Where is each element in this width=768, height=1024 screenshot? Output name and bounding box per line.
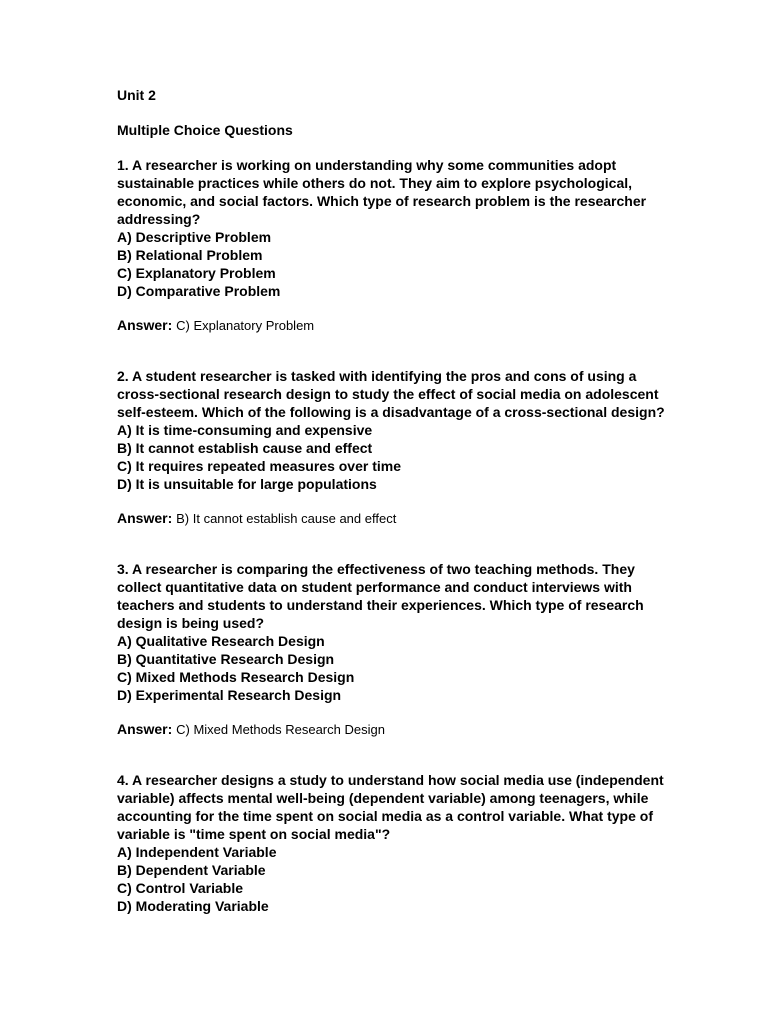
option-c: C) It requires repeated measures over time xyxy=(117,458,402,474)
option-d: D) It is unsuitable for large populations xyxy=(117,476,377,492)
question-stem-line: 1. A researcher is working on understanding why some communities adopt xyxy=(117,157,617,173)
question-stem-line: collect quantitative data on student performance and conduct interviews with xyxy=(117,579,632,595)
option-a: A) Qualitative Research Design xyxy=(117,633,325,649)
question-stem-line: sustainable practices while others do not. They aim to explore psychological, xyxy=(117,175,633,191)
question-4 xyxy=(117,771,664,915)
answer-text: C) Mixed Methods Research Design xyxy=(176,722,385,737)
option-b: B) Quantitative Research Design xyxy=(117,651,335,667)
option-b: B) Dependent Variable xyxy=(117,862,266,878)
option-a: A) Descriptive Problem xyxy=(117,229,272,245)
answer-line xyxy=(117,509,657,528)
answer-label: Answer: xyxy=(117,510,173,526)
question-stem-line: design is being used? xyxy=(117,615,265,631)
option-c: C) Explanatory Problem xyxy=(117,265,276,281)
question-stem-line: addressing? xyxy=(117,211,201,227)
answer-label: Answer: xyxy=(117,721,173,737)
question-stem-line: variable) affects mental well-being (dependent variable) among teenagers, while xyxy=(117,790,649,806)
question-stem-line: teachers and students to understand their experiences. Which type of research xyxy=(117,597,644,613)
option-c: C) Control Variable xyxy=(117,880,244,896)
question-stem-line: economic, and social factors. Which type of research problem is the researcher xyxy=(117,193,647,209)
option-d: D) Comparative Problem xyxy=(117,283,281,299)
question-3 xyxy=(117,560,657,739)
option-a: A) Independent Variable xyxy=(117,844,277,860)
unit-title: Unit 2 xyxy=(117,87,156,103)
section-title: Multiple Choice Questions xyxy=(117,122,293,138)
question-stem-line: cross-sectional research design to study the effect of social media on adolescent xyxy=(117,386,659,402)
answer-text: C) Explanatory Problem xyxy=(176,318,315,333)
option-c: C) Mixed Methods Research Design xyxy=(117,669,355,685)
option-b: B) Relational Problem xyxy=(117,247,263,263)
question-stem-line: self-esteem. Which of the following is a disadvantage of a cross-sectional design? xyxy=(117,404,665,420)
question-stem-line: 3. A researcher is comparing the effectiveness of two teaching methods. They xyxy=(117,561,635,577)
answer-label: Answer: xyxy=(117,317,173,333)
option-d: D) Moderating Variable xyxy=(117,898,269,914)
option-a: A) It is time-consuming and expensive xyxy=(117,422,373,438)
question-1 xyxy=(117,156,657,335)
document-page xyxy=(117,86,665,915)
option-d: D) Experimental Research Design xyxy=(117,687,342,703)
answer-line xyxy=(117,316,657,335)
question-stem-line: 2. A student researcher is tasked with identifying the pros and cons of using a xyxy=(117,368,637,384)
question-2 xyxy=(117,367,665,528)
question-stem-line: variable is "time spent on social media"? xyxy=(117,826,391,842)
answer-text: B) It cannot establish cause and effect xyxy=(176,511,397,526)
question-stem-line: 4. A researcher designs a study to understand how social media use (independent xyxy=(117,772,664,788)
question-stem-line: accounting for the time spent on social media as a control variable. What type of xyxy=(117,808,653,824)
option-b: B) It cannot establish cause and effect xyxy=(117,440,373,456)
answer-line xyxy=(117,720,657,739)
